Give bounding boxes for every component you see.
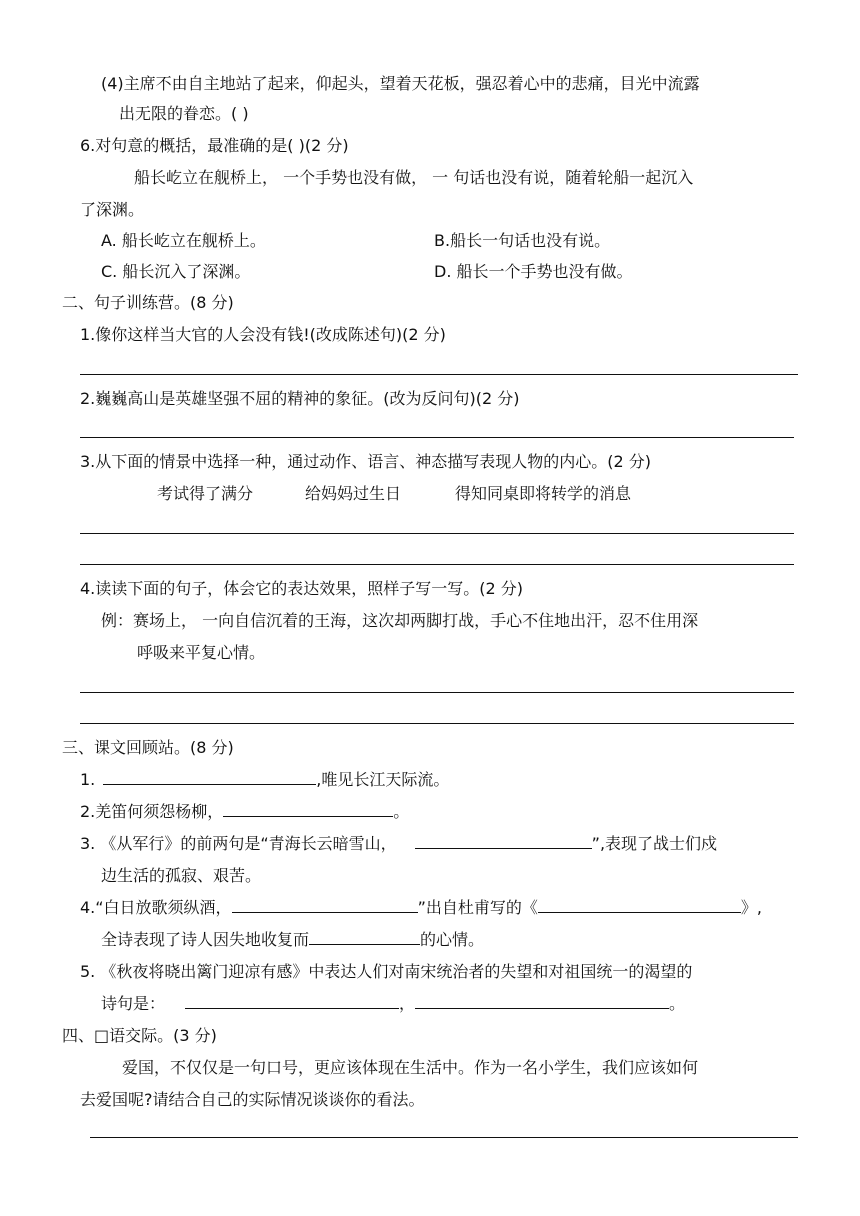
q6-prompt: 6.对句意的概括，最准确的是( )(2 分) — [80, 136, 349, 155]
q6-sentence-line1: 船长屹立在舰桥上， 一个手势也没有做， 一 句话也没有说，随着轮船一起沉入 — [134, 168, 694, 187]
section2-q2-answer-line[interactable] — [80, 437, 794, 438]
section4-heading: 四、□语交际。(3 分) — [62, 1026, 217, 1045]
section2-q4-answer-line-2[interactable] — [80, 723, 794, 724]
section3-q5-line2 — [101, 994, 685, 1014]
section3-q4-line2 — [101, 930, 484, 950]
section2-q4-example-line2: 呼吸来平复心情。 — [137, 643, 266, 662]
section3-q4-text: 4.“白日放歌须纵酒， — [80, 898, 232, 917]
section3-q1-number: 1. — [80, 770, 96, 789]
section3-q3-text: 3. 《从军行》的前两句是“青海长云暗雪山， — [80, 834, 397, 853]
section4-paragraph-line1: 爱国，不仅仅是一句口号，更应该体现在生活中。作为一名小学生，我们应该如何 — [122, 1058, 699, 1077]
section3-q3-line1 — [80, 834, 717, 854]
section3-q2 — [80, 802, 409, 822]
section3-q3-text-after: ”,表现了战士们戍 — [591, 834, 718, 853]
q6-option-d[interactable]: D. 船长一个手势也没有做。 — [434, 262, 633, 281]
section3-q4-line1 — [80, 898, 762, 918]
section3-q3-blank[interactable] — [415, 834, 592, 849]
section3-q2-end: 。 — [393, 802, 410, 821]
section2-q3-choice-1: 考试得了满分 — [157, 484, 254, 503]
section3-q1 — [80, 770, 449, 790]
section3-q2-text: 2.羌笛何须怨杨柳， — [80, 802, 224, 821]
section2-heading: 二、句子训练营。(8 分) — [62, 293, 234, 312]
section3-q5-comma: ， — [399, 994, 416, 1013]
section4-paragraph-line2: 去爱国呢?请结合自己的实际情况谈谈你的看法。 — [80, 1090, 425, 1109]
section2-q4-answer-line-1[interactable] — [80, 692, 794, 693]
section2-q1-answer-line[interactable] — [80, 374, 798, 375]
section2-q3-choice-2: 给妈妈过生日 — [305, 484, 402, 503]
section4-answer-line[interactable] — [90, 1137, 798, 1138]
section3-q1-text: ,唯见长江天际流。 — [316, 770, 450, 789]
section3-q2-blank[interactable] — [223, 802, 393, 817]
section3-q3-line2: 边生活的孤寂、艰苦。 — [101, 866, 262, 885]
section3-q4-blank-3[interactable] — [309, 930, 420, 945]
section2-q3-answer-line-1[interactable] — [80, 533, 794, 534]
section2-q3-answer-line-2[interactable] — [80, 564, 794, 565]
section2-q3-choice-3: 得知同桌即将转学的消息 — [455, 484, 632, 503]
section3-q4-line2-end: 的心情。 — [420, 930, 485, 949]
section3-q5-line2-text: 诗句是： — [101, 994, 166, 1013]
q6-option-c[interactable]: C. 船长沉入了深渊。 — [101, 262, 251, 281]
q5-item4-line2: 出无限的眷恋。( ) — [119, 104, 249, 123]
section3-q1-blank[interactable] — [103, 770, 316, 785]
section3-q5-blank-2[interactable] — [415, 994, 669, 1009]
section3-q5-end: 。 — [669, 994, 686, 1013]
section3-q5-blank-1[interactable] — [185, 994, 399, 1009]
section3-q4-after: 》, — [740, 898, 762, 917]
section2-q2: 2.巍巍高山是英雄坚强不屈的精神的象征。(改为反问句)(2 分) — [80, 389, 520, 408]
section2-q4-example-line1: 例：赛场上， 一向自信沉着的王海，这次却两脚打战，手心不住地出汗，忍不住用深 — [101, 611, 699, 630]
q6-sentence-line2: 了深渊。 — [80, 200, 145, 219]
section2-q4: 4.读读下面的句子，体会它的表达效果，照样子写一写。(2 分) — [80, 579, 524, 598]
section3-q4-line2-text: 全诗表现了诗人因失地收复而 — [101, 930, 310, 949]
q6-option-b[interactable]: B.船长一句话也没有说。 — [434, 231, 611, 250]
q6-option-a[interactable]: A. 船长屹立在舰桥上。 — [101, 231, 266, 250]
section2-q3: 3.从下面的情景中选择一种，通过动作、语言、神态描写表现人物的内心。(2 分) — [80, 452, 652, 471]
section2-q1: 1.像你这样当大官的人会没有钱!(改成陈述句)(2 分) — [80, 325, 446, 344]
section3-q5-line1: 5. 《秋夜将晓出篱门迎凉有感》中表达人们对南宋统治者的失望和对祖国统一的渴望的 — [80, 962, 693, 981]
section3-q4-mid: ”出自杜甫写的《 — [417, 898, 538, 917]
section3-q4-blank-1[interactable] — [232, 898, 418, 913]
section3-q4-blank-2[interactable] — [538, 898, 741, 913]
q5-item4-line1: (4)主席不由自主地站了起来，仰起头，望着天花板，强忍着心中的悲痛，目光中流露 — [101, 74, 700, 93]
section3-heading: 三、课文回顾站。(8 分) — [62, 738, 234, 757]
